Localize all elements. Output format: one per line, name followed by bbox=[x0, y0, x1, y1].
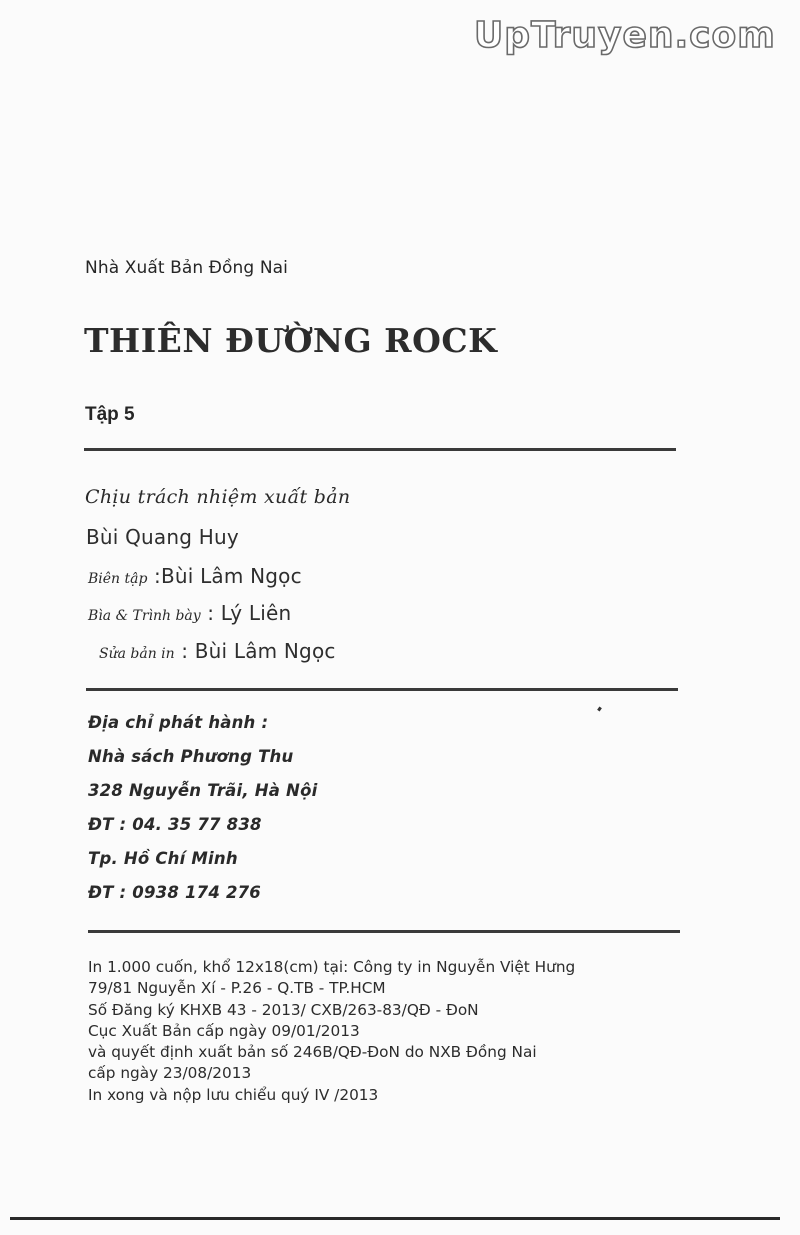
publisher-name: Nhà Xuất Bản Đồng Nai bbox=[85, 258, 288, 278]
credit-proofreader bbox=[99, 641, 336, 661]
imprint-line: Cục Xuất Bản cấp ngày 09/01/2013 bbox=[88, 1021, 360, 1040]
cover-separator: : bbox=[200, 601, 221, 625]
distribution-line: ĐT : 0938 174 276 bbox=[88, 883, 261, 902]
credit-editor bbox=[88, 566, 302, 586]
imprint-block bbox=[88, 957, 575, 1106]
cover-name: Lý Liên bbox=[220, 601, 292, 625]
responsible-heading: Chịu trách nhiệm xuất bản bbox=[85, 486, 351, 508]
divider-2 bbox=[86, 688, 678, 691]
imprint-line: In xong và nộp lưu chiểu quý IV /2013 bbox=[88, 1085, 379, 1104]
proof-label: Sửa bản in bbox=[99, 646, 175, 662]
editor-name: Bùi Lâm Ngọc bbox=[160, 564, 302, 588]
volume-label: Tập 5 bbox=[85, 404, 135, 425]
divider-3 bbox=[88, 930, 680, 933]
imprint-line: 79/81 Nguyễn Xí - P.26 - Q.TB - TP.HCM bbox=[88, 979, 386, 998]
editor-separator: : bbox=[147, 564, 161, 588]
imprint-line: In 1.000 cuốn, khổ 12x18(cm) tại: Công ty in Nguyễn Việt Hưng bbox=[88, 958, 576, 976]
distribution-heading: Địa chỉ phát hành : bbox=[88, 713, 269, 732]
distribution-line: Nhà sách Phương Thu bbox=[88, 747, 294, 766]
page-bottom-rule bbox=[10, 1217, 780, 1220]
cover-label: Bìa & Trình bày bbox=[88, 608, 201, 624]
watermark-logo: UpTruyen.com bbox=[474, 15, 776, 56]
responsible-name: Bùi Quang Huy bbox=[86, 525, 239, 549]
distribution-line: ĐT : 04. 35 77 838 bbox=[88, 815, 262, 834]
distribution-line: Tp. Hồ Chí Minh bbox=[88, 849, 238, 868]
proof-name: Bùi Lâm Ngọc bbox=[194, 639, 336, 663]
proof-separator: : bbox=[174, 639, 195, 663]
credit-cover-layout bbox=[88, 603, 291, 623]
divider-1 bbox=[84, 448, 676, 451]
editor-label: Biên tập bbox=[88, 571, 148, 587]
book-title: THIÊN ĐƯỜNG ROCK bbox=[84, 321, 498, 360]
imprint-line: Số Đăng ký KHXB 43 - 2013/ CXB/263-83/QĐ - ĐoN bbox=[88, 1000, 479, 1019]
scan-speck bbox=[597, 707, 602, 712]
imprint-line: và quyết định xuất bản số 246B/QĐ-ĐoN do NXB Đồng Nai bbox=[88, 1043, 537, 1062]
distribution-line: 328 Nguyễn Trãi, Hà Nội bbox=[88, 781, 318, 800]
imprint-line: cấp ngày 23/08/2013 bbox=[88, 1064, 252, 1083]
